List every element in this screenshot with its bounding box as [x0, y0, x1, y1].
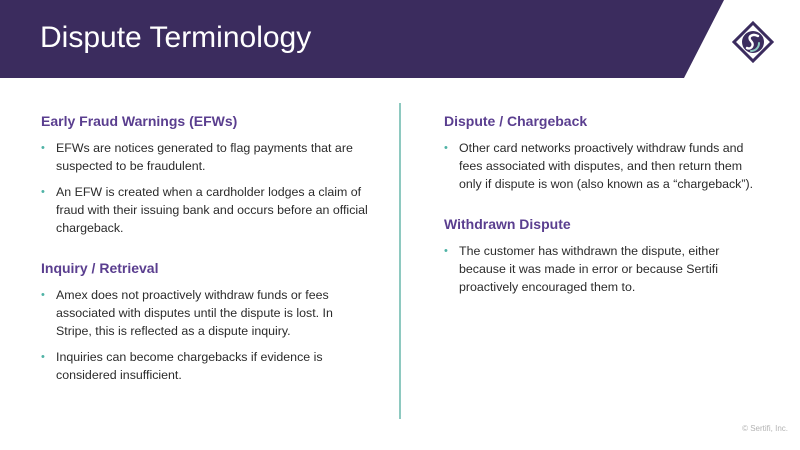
bullet-text: Inquiries can become chargebacks if evidence is considered insufficient. [56, 350, 323, 382]
bullet-item [41, 139, 371, 175]
left-column [41, 112, 371, 406]
section-withdrawn-dispute [444, 215, 764, 296]
bullet-dot-icon: • [41, 351, 45, 363]
bullet-dot-icon: • [444, 245, 448, 257]
bullet-list [41, 286, 371, 384]
sertifi-logo-icon [732, 21, 774, 63]
bullet-item [41, 183, 371, 237]
header-band [0, 0, 800, 78]
bullet-text: The customer has withdrawn the dispute, either because it was made in error or because Sertifi proactively encouraged them to. [459, 244, 720, 294]
bullet-text: EFWs are notices generated to flag payments that are suspected to be fraudulent. [56, 141, 353, 173]
bullet-item [444, 139, 764, 193]
page-title: Dispute Terminology [40, 21, 312, 54]
bullet-list [444, 139, 764, 193]
bullet-dot-icon: • [41, 142, 45, 154]
bullet-item [444, 242, 764, 296]
section-dispute-chargeback [444, 112, 764, 193]
bullet-dot-icon: • [41, 186, 45, 198]
bullet-text: Amex does not proactively withdraw funds or fees associated with disputes until the dispute is lost. In Stripe, this is reflected as a dispute inquiry. [56, 288, 333, 338]
bullet-text: An EFW is created when a cardholder lodges a claim of fraud with their issuing bank and occurs before an official chargeback. [56, 185, 368, 235]
bullet-list [444, 242, 764, 296]
bullet-item [41, 348, 371, 384]
copyright-notice: © Sertifi, Inc. [742, 424, 788, 433]
right-column [444, 112, 764, 318]
column-divider [399, 103, 401, 419]
bullet-item [41, 286, 371, 340]
section-heading: Withdrawn Dispute [444, 216, 571, 232]
bullet-text: Other card networks proactively withdraw funds and fees associated with disputes, and then return them only if dispute is won (also known as a “chargeback”). [459, 141, 754, 191]
section-heading: Early Fraud Warnings (EFWs) [41, 113, 238, 129]
section-early-fraud-warnings [41, 112, 371, 237]
section-heading: Dispute / Chargeback [444, 113, 588, 129]
bullet-dot-icon: • [444, 142, 448, 154]
bullet-list [41, 139, 371, 237]
section-heading: Inquiry / Retrieval [41, 260, 159, 276]
section-inquiry-retrieval [41, 259, 371, 384]
bullet-dot-icon: • [41, 289, 45, 301]
